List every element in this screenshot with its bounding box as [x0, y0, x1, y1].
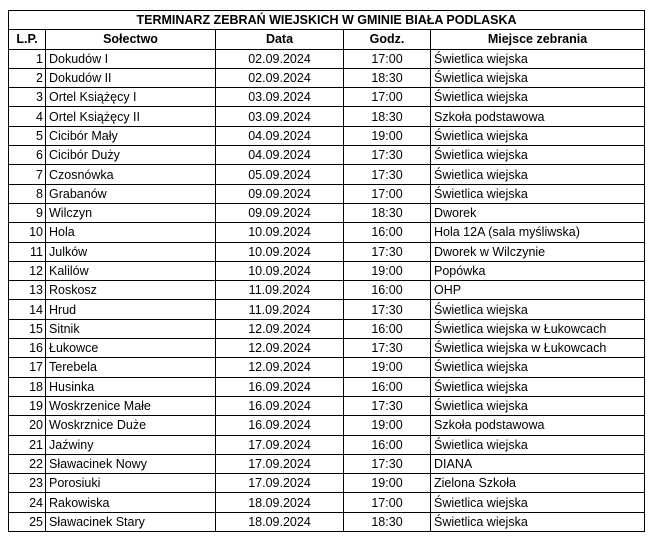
cell-miejsce: Popówka — [431, 261, 645, 280]
cell-data: 12.09.2024 — [216, 339, 344, 358]
cell-data: 10.09.2024 — [216, 242, 344, 261]
table-row — [9, 126, 645, 145]
cell-data: 10.09.2024 — [216, 223, 344, 242]
table-row — [9, 396, 645, 415]
table-row — [9, 435, 645, 454]
cell-lp: 25 — [9, 512, 46, 531]
cell-solectwo: Cicibór Mały — [46, 126, 216, 145]
cell-solectwo: Woskrzenice Małe — [46, 396, 216, 415]
cell-solectwo: Łukowce — [46, 339, 216, 358]
table-row — [9, 49, 645, 68]
cell-solectwo: Hola — [46, 223, 216, 242]
table-title: TERMINARZ ZEBRAŃ WIEJSKICH W GMINIE BIAŁA PODLASKA — [9, 11, 645, 30]
cell-solectwo: Jaźwiny — [46, 435, 216, 454]
cell-miejsce: Świetlica wiejska — [431, 88, 645, 107]
header-data: Data — [216, 30, 344, 49]
table-row — [9, 416, 645, 435]
cell-godz: 17:00 — [344, 88, 431, 107]
table-row — [9, 339, 645, 358]
cell-godz: 16:00 — [344, 319, 431, 338]
cell-data: 18.09.2024 — [216, 493, 344, 512]
cell-solectwo: Kalilów — [46, 261, 216, 280]
cell-data: 02.09.2024 — [216, 49, 344, 68]
cell-data: 04.09.2024 — [216, 146, 344, 165]
cell-miejsce: Świetlica wiejska — [431, 377, 645, 396]
cell-miejsce: Świetlica wiejska — [431, 184, 645, 203]
cell-solectwo: Terebela — [46, 358, 216, 377]
cell-godz: 19:00 — [344, 261, 431, 280]
cell-lp: 14 — [9, 300, 46, 319]
cell-data: 03.09.2024 — [216, 107, 344, 126]
cell-data: 16.09.2024 — [216, 416, 344, 435]
cell-godz: 18:30 — [344, 68, 431, 87]
cell-solectwo: Sławacinek Nowy — [46, 454, 216, 473]
cell-godz: 16:00 — [344, 435, 431, 454]
cell-miejsce: Świetlica wiejska — [431, 435, 645, 454]
cell-miejsce: Świetlica wiejska — [431, 49, 645, 68]
cell-miejsce: OHP — [431, 281, 645, 300]
table-row — [9, 68, 645, 87]
table-row — [9, 203, 645, 222]
cell-godz: 16:00 — [344, 281, 431, 300]
cell-lp: 1 — [9, 49, 46, 68]
table-row — [9, 184, 645, 203]
cell-lp: 6 — [9, 146, 46, 165]
cell-godz: 19:00 — [344, 416, 431, 435]
cell-lp: 22 — [9, 454, 46, 473]
cell-lp: 3 — [9, 88, 46, 107]
cell-lp: 20 — [9, 416, 46, 435]
cell-data: 02.09.2024 — [216, 68, 344, 87]
cell-lp: 24 — [9, 493, 46, 512]
cell-solectwo: Ortel Książęcy I — [46, 88, 216, 107]
cell-data: 11.09.2024 — [216, 300, 344, 319]
cell-godz: 19:00 — [344, 358, 431, 377]
cell-lp: 17 — [9, 358, 46, 377]
cell-lp: 23 — [9, 474, 46, 493]
cell-lp: 5 — [9, 126, 46, 145]
header-lp: L.P. — [9, 30, 46, 49]
table-row — [9, 474, 645, 493]
header-miejsce: Miejsce zebrania — [431, 30, 645, 49]
cell-miejsce: Świetlica wiejska — [431, 358, 645, 377]
cell-solectwo: Husinka — [46, 377, 216, 396]
table-row — [9, 88, 645, 107]
cell-solectwo: Roskosz — [46, 281, 216, 300]
cell-godz: 17:00 — [344, 493, 431, 512]
cell-solectwo: Cicibór Duży — [46, 146, 216, 165]
cell-godz: 18:30 — [344, 512, 431, 531]
table-row — [9, 223, 645, 242]
cell-solectwo: Hrud — [46, 300, 216, 319]
cell-miejsce: Szkoła podstawowa — [431, 416, 645, 435]
cell-data: 11.09.2024 — [216, 281, 344, 300]
schedule-table — [8, 10, 645, 532]
cell-godz: 17:30 — [344, 454, 431, 473]
cell-data: 16.09.2024 — [216, 377, 344, 396]
table-row — [9, 454, 645, 473]
cell-data: 09.09.2024 — [216, 184, 344, 203]
table-row — [9, 358, 645, 377]
cell-lp: 15 — [9, 319, 46, 338]
cell-lp: 11 — [9, 242, 46, 261]
table-row — [9, 242, 645, 261]
cell-solectwo: Rakowiska — [46, 493, 216, 512]
table-row — [9, 319, 645, 338]
cell-solectwo: Sławacinek Stary — [46, 512, 216, 531]
cell-godz: 16:00 — [344, 377, 431, 396]
cell-godz: 16:00 — [344, 223, 431, 242]
table-row — [9, 146, 645, 165]
cell-lp: 2 — [9, 68, 46, 87]
header-godz: Godz. — [344, 30, 431, 49]
cell-lp: 21 — [9, 435, 46, 454]
cell-lp: 10 — [9, 223, 46, 242]
cell-godz: 17:30 — [344, 300, 431, 319]
table-row — [9, 165, 645, 184]
cell-solectwo: Julków — [46, 242, 216, 261]
cell-solectwo: Dokudów I — [46, 49, 216, 68]
cell-data: 04.09.2024 — [216, 126, 344, 145]
cell-miejsce: Świetlica wiejska — [431, 68, 645, 87]
cell-lp: 18 — [9, 377, 46, 396]
cell-miejsce: Świetlica wiejska w Łukowcach — [431, 319, 645, 338]
cell-miejsce: Szkoła podstawowa — [431, 107, 645, 126]
cell-data: 16.09.2024 — [216, 396, 344, 415]
cell-miejsce: Dworek w Wilczynie — [431, 242, 645, 261]
cell-lp: 12 — [9, 261, 46, 280]
cell-miejsce: Świetlica wiejska — [431, 512, 645, 531]
table-row — [9, 377, 645, 396]
table-row — [9, 300, 645, 319]
cell-data: 17.09.2024 — [216, 435, 344, 454]
header-solectwo: Sołectwo — [46, 30, 216, 49]
cell-godz: 19:00 — [344, 126, 431, 145]
table-body — [9, 49, 645, 531]
cell-miejsce: Świetlica wiejska — [431, 126, 645, 145]
table-row — [9, 261, 645, 280]
cell-data: 18.09.2024 — [216, 512, 344, 531]
cell-lp: 8 — [9, 184, 46, 203]
cell-godz: 18:30 — [344, 203, 431, 222]
cell-godz: 17:30 — [344, 146, 431, 165]
cell-data: 12.09.2024 — [216, 319, 344, 338]
cell-miejsce: Zielona Szkoła — [431, 474, 645, 493]
cell-godz: 18:30 — [344, 107, 431, 126]
table-row — [9, 512, 645, 531]
cell-miejsce: Hola 12A (sala myśliwska) — [431, 223, 645, 242]
cell-miejsce: Dworek — [431, 203, 645, 222]
cell-solectwo: Grabanów — [46, 184, 216, 203]
cell-godz: 17:30 — [344, 242, 431, 261]
cell-godz: 17:00 — [344, 184, 431, 203]
schedule-sheet — [8, 10, 644, 532]
cell-solectwo: Woskrznice Duże — [46, 416, 216, 435]
cell-godz: 17:30 — [344, 396, 431, 415]
table-row — [9, 493, 645, 512]
cell-data: 03.09.2024 — [216, 88, 344, 107]
cell-solectwo: Ortel Książęcy II — [46, 107, 216, 126]
cell-godz: 19:00 — [344, 474, 431, 493]
cell-lp: 7 — [9, 165, 46, 184]
cell-godz: 17:30 — [344, 165, 431, 184]
cell-godz: 17:30 — [344, 339, 431, 358]
cell-lp: 16 — [9, 339, 46, 358]
cell-data: 09.09.2024 — [216, 203, 344, 222]
cell-data: 12.09.2024 — [216, 358, 344, 377]
cell-lp: 9 — [9, 203, 46, 222]
cell-data: 05.09.2024 — [216, 165, 344, 184]
table-row — [9, 107, 645, 126]
cell-solectwo: Wilczyn — [46, 203, 216, 222]
cell-miejsce: DIANA — [431, 454, 645, 473]
header-row — [9, 30, 645, 49]
cell-miejsce: Świetlica wiejska — [431, 300, 645, 319]
cell-data: 17.09.2024 — [216, 474, 344, 493]
table-row — [9, 281, 645, 300]
cell-miejsce: Świetlica wiejska w Łukowcach — [431, 339, 645, 358]
cell-godz: 17:00 — [344, 49, 431, 68]
cell-lp: 13 — [9, 281, 46, 300]
cell-solectwo: Sitnik — [46, 319, 216, 338]
cell-solectwo: Porosiuki — [46, 474, 216, 493]
cell-miejsce: Świetlica wiejska — [431, 146, 645, 165]
cell-lp: 4 — [9, 107, 46, 126]
cell-solectwo: Dokudów II — [46, 68, 216, 87]
cell-miejsce: Świetlica wiejska — [431, 165, 645, 184]
cell-lp: 19 — [9, 396, 46, 415]
cell-data: 17.09.2024 — [216, 454, 344, 473]
title-row — [9, 11, 645, 30]
cell-miejsce: Świetlica wiejska — [431, 493, 645, 512]
cell-data: 10.09.2024 — [216, 261, 344, 280]
cell-miejsce: Świetlica wiejska — [431, 396, 645, 415]
cell-solectwo: Czosnówka — [46, 165, 216, 184]
